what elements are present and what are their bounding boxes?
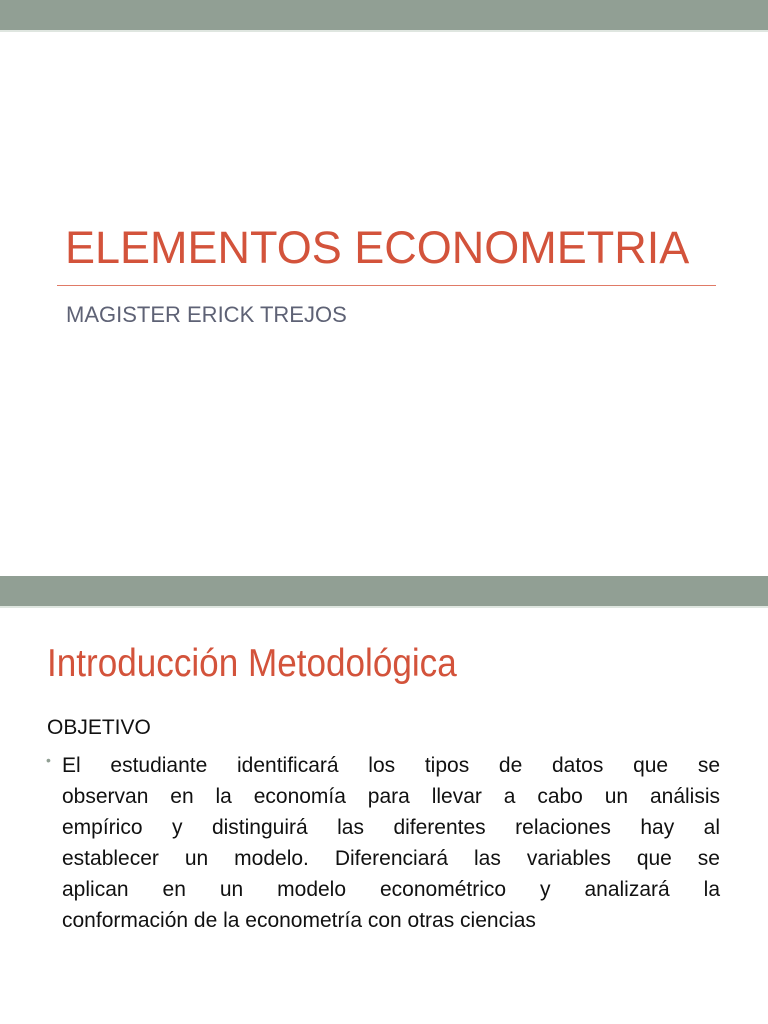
- slide-subtitle: MAGISTER ERICK TREJOS: [66, 302, 347, 327]
- text-line: conformación de la econometría con otras ciencias: [62, 909, 536, 932]
- slide-title: ELEMENTOS ECONOMETRIA: [65, 222, 690, 273]
- text-line: aplican en un modelo econométrico y analizará la: [62, 878, 720, 901]
- slide-title: Introducción Metodológica: [47, 642, 457, 685]
- text-line: establecer un modelo. Diferenciará las variables que se: [62, 847, 720, 870]
- text-line: El estudiante identificará los tipos de datos que se: [62, 754, 720, 777]
- bullet-icon: •: [46, 752, 51, 768]
- title-divider: [57, 285, 716, 286]
- section-heading: OBJETIVO: [47, 716, 151, 739]
- slide-2: [0, 576, 768, 1024]
- bullet-text: [62, 750, 720, 936]
- text-line: observan en la economía para llevar a cabo un análisis: [62, 785, 720, 808]
- text-line: empírico y distinguirá las diferentes relaciones hay al: [62, 816, 720, 839]
